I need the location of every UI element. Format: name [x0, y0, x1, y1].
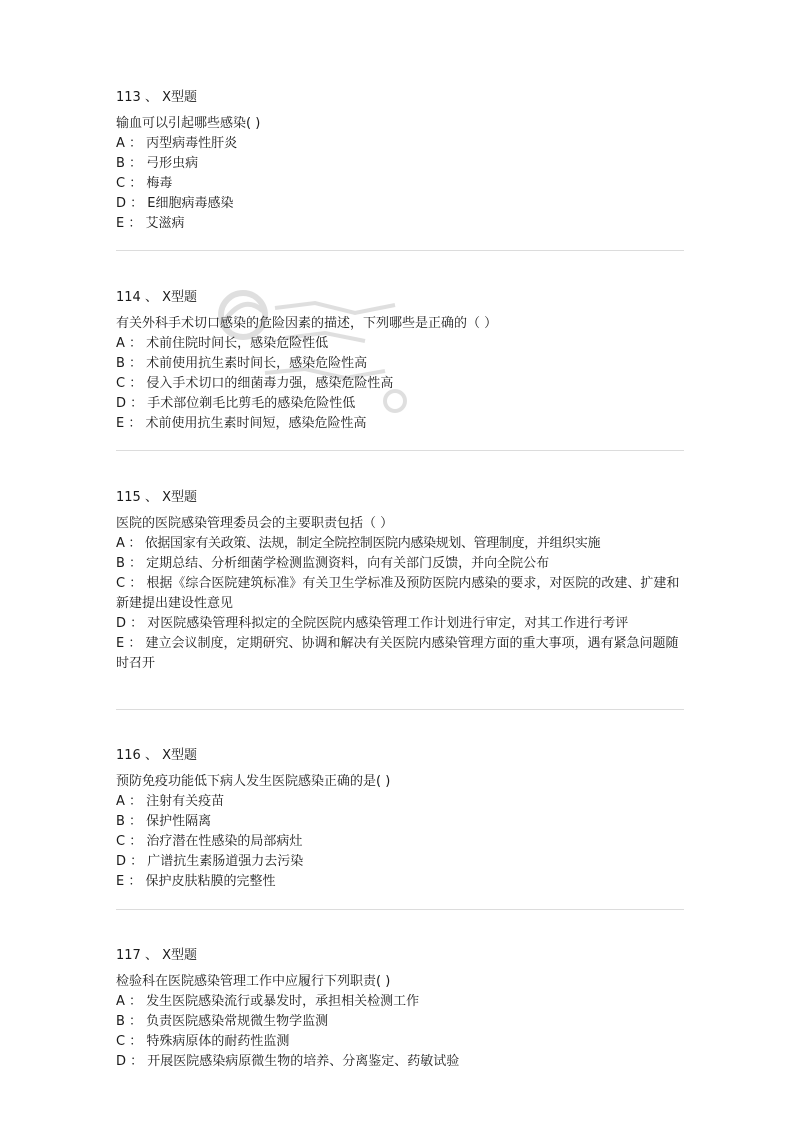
option-b: B ： 保护性隔离 — [116, 814, 212, 829]
option-b: B ： 术前使用抗生素时间长，感染危险性高 — [116, 356, 368, 371]
option-d: D ： 广谱抗生素肠道强力去污染 — [116, 854, 304, 869]
option-e: E ： 保护皮肤粘膜的完整性 — [116, 874, 276, 889]
question-divider — [116, 909, 684, 910]
option-a: A ： 注射有关疫苗 — [116, 794, 225, 809]
question-block — [116, 288, 688, 434]
question-header: 114 、 X型题 — [116, 290, 197, 305]
option-b: B ： 负责医院感染常规微生物学监测 — [116, 1014, 329, 1029]
question-divider — [116, 709, 684, 710]
option-c: C ： 特殊病原体的耐药性监测 — [116, 1034, 290, 1049]
question-divider — [116, 250, 684, 251]
option-a: A ： 术前住院时间长，感染危险性低 — [116, 336, 329, 351]
question-stem: 有关外科手术切口感染的危险因素的描述，下列哪些是正确的（ ） — [116, 316, 498, 331]
question-divider — [116, 450, 684, 451]
question-block — [116, 488, 688, 674]
question-stem: 输血可以引起哪些感染( ) — [116, 116, 261, 131]
option-e: E ： 术前使用抗生素时间短，感染危险性高 — [116, 416, 367, 431]
question-header: 113 、 X型题 — [116, 90, 197, 105]
option-d: D ： 开展医院感染病原微生物的培养、分离鉴定、药敏试验 — [116, 1054, 460, 1069]
option-a: A ： 依据国家有关政策、法规，制定全院控制医院内感染规划、管理制度，并组织实施 — [116, 536, 601, 551]
option-c: C ： 治疗潜在性感染的局部病灶 — [116, 834, 303, 849]
option-c: C ： 根据《综合医院建筑标准》有关卫生学标准及预防医院内感染的要求，对医院的改建、扩建和新建提出建设性意见 — [116, 576, 680, 611]
question-block — [116, 88, 688, 234]
option-d: D ： E细胞病毒感染 — [116, 196, 234, 211]
option-e: E ： 艾滋病 — [116, 216, 185, 231]
option-a: A ： 丙型病毒性肝炎 — [116, 136, 238, 151]
question-block — [116, 946, 688, 1072]
option-e: E ： 建立会议制度，定期研究、协调和解决有关医院内感染管理方面的重大事项，遇有紧急问题随时召开 — [116, 636, 679, 671]
option-b: B ： 弓形虫病 — [116, 156, 199, 171]
question-stem: 预防免疫功能低下病人发生医院感染正确的是( ) — [116, 774, 391, 789]
question-header: 115 、 X型题 — [116, 490, 197, 505]
option-b: B ： 定期总结、分析细菌学检测监测资料，向有关部门反馈，并向全院公布 — [116, 556, 550, 571]
question-stem: 检验科在医院感染管理工作中应履行下列职责( ) — [116, 974, 391, 989]
option-c: C ： 梅毒 — [116, 176, 173, 191]
question-header: 117 、 X型题 — [116, 948, 197, 963]
option-d: D ： 手术部位剃毛比剪毛的感染危险性低 — [116, 396, 356, 411]
question-header: 116 、 X型题 — [116, 748, 197, 763]
option-d: D ： 对医院感染管理科拟定的全院医院内感染管理工作计划进行审定，对其工作进行考评 — [116, 616, 629, 631]
question-stem: 医院的医院感染管理委员会的主要职责包括（ ） — [116, 516, 394, 531]
option-c: C ： 侵入手术切口的细菌毒力强，感染危险性高 — [116, 376, 394, 391]
option-a: A ： 发生医院感染流行或暴发时，承担相关检测工作 — [116, 994, 420, 1009]
question-block — [116, 746, 688, 892]
